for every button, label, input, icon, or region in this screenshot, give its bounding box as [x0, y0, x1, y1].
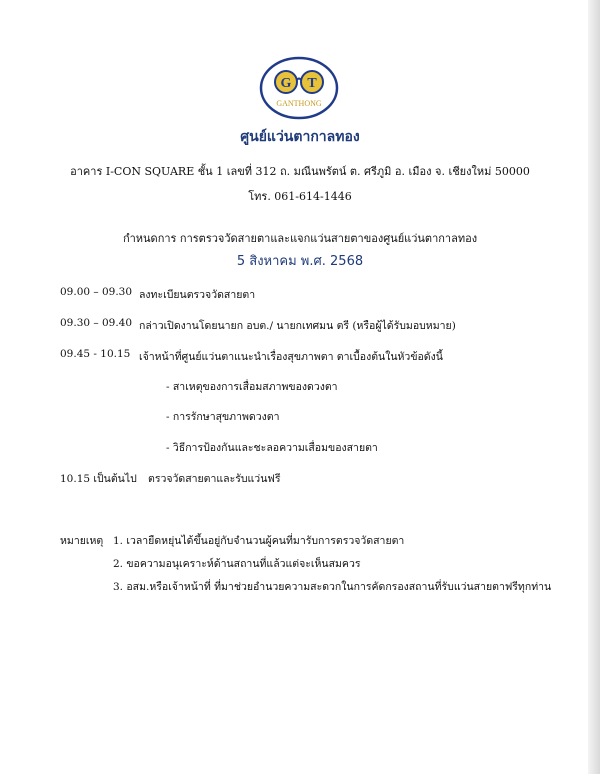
subtopic-3: - วิธีการป้องกันและชะลอความเสื่อมของสายตา: [166, 442, 378, 454]
ganthong-logo: [258, 56, 340, 120]
center-phone: โทร. 061-614-1446: [248, 190, 352, 203]
center-address: อาคาร I-CON SQUARE ชั้น 1 เลขที่ 312 ถ. มณีนพรัตน์ ต. ศรีภูมิ อ. เมือง จ. เชียงใหม่ 50000: [70, 165, 530, 178]
schedule-activity-3: เจ้าหน้าที่ศูนย์แว่นตาแนะนำเรื่องสุขภาพตา ตาเบื้องต้นในหัวข้อดังนี้: [139, 351, 443, 363]
schedule-activity-2: กล่าวเปิดงานโดยนายก อบต./ นายกเทศมน ตรี (หรือผู้ได้รับมอบหมาย): [139, 320, 456, 332]
schedule-date: 5 สิงหาคม พ.ศ. 2568: [236, 254, 364, 269]
schedule-final-activity: ตรวจวัดสายตาและรับแว่นฟรี: [148, 473, 281, 485]
note-3: 3. อสม.หรือเจ้าหน้าที่ ที่มาช่วยอำนวยความสะดวกในการคัดกรองสถานที่รับแว่นสายตาฟรีทุกท่าน: [113, 581, 552, 593]
center-title: ศูนย์แว่นตากาลทอง: [240, 129, 360, 145]
schedule-activity-1: ลงทะเบียนตรวจวัดสายตา: [139, 289, 256, 301]
logo-ring: [261, 58, 337, 118]
subtopic-2: - การรักษาสุขภาพดวงตา: [166, 411, 280, 423]
logo-caption: GANTHONG: [276, 99, 322, 108]
schedule-time-2: 09.30 – 09.40: [60, 317, 133, 329]
subtopic-1: - สาเหตุของการเสื่อมสภาพของดวงตา: [166, 381, 338, 393]
schedule-subject: กำหนดการ การตรวจวัดสายตาและแจกแว่นสายตาของศูนย์แว่นตากาลทอง: [122, 232, 478, 245]
note-1: 1. เวลายืดหยุ่นได้ขึ้นอยู่กับจำนวนผู้คนที่มารับการตรวจวัดสายตา: [113, 535, 405, 547]
schedule-time-3: 09.45 - 10.15: [60, 348, 131, 360]
page-edge-shadow: [588, 0, 600, 774]
schedule-time-1: 09.00 – 09.30: [60, 286, 133, 298]
note-2: 2. ขอความอนุเคราะห์ด้านสถานที่แล้วแต่จะเห็นสมควร: [113, 558, 361, 570]
logo-letter-t: T: [307, 76, 317, 91]
logo-letter-g: G: [280, 76, 292, 91]
schedule-final-time: 10.15 เป็นต้นไป: [60, 473, 137, 485]
notes-label: หมายเหตุ: [60, 535, 104, 547]
